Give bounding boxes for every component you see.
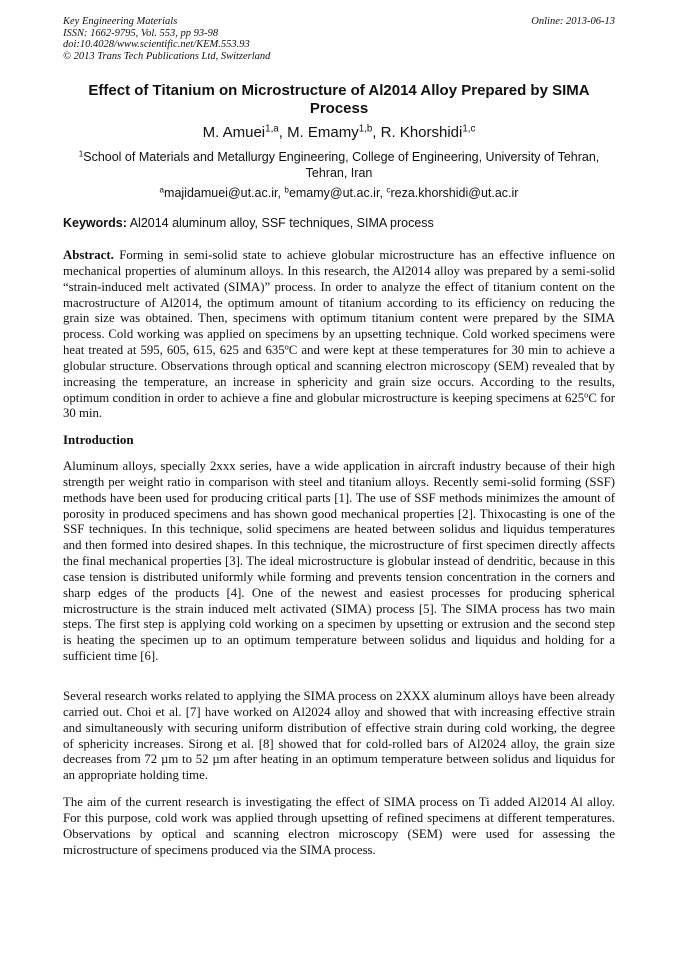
section-heading-introduction: Introduction bbox=[63, 432, 134, 447]
online-date: Online: 2013-06-13 bbox=[531, 16, 615, 27]
copyright-line: © 2013 Trans Tech Publications Ltd, Switzerland bbox=[63, 50, 271, 62]
author-affiliation-mark: 1,a bbox=[265, 123, 279, 135]
doi-line: doi:10.4028/www.scientific.net/KEM.553.93 bbox=[63, 39, 250, 51]
keywords bbox=[63, 215, 615, 231]
author-affiliation-mark: 1,c bbox=[462, 123, 476, 135]
abstract-label: Abstract. bbox=[63, 248, 114, 262]
author-name: R. Khorshidi bbox=[380, 124, 463, 141]
degree-mark: o bbox=[584, 390, 589, 400]
degree-mark: o bbox=[284, 342, 289, 352]
email-address[interactable]: emamy@ut.ac.ir bbox=[288, 186, 380, 200]
affiliation-text: School of Materials and Metallurgy Engineering, College of Engineering, University of Tehran, Tehran, Iran bbox=[83, 150, 600, 180]
abstract-text: C for 30 min. bbox=[63, 390, 616, 421]
author-list: M. Amuei$^{1,a}$, M. Emamy$^{1,b}$, R. Khorshidi$^{1,c}$ bbox=[202, 123, 476, 141]
email-mark: c bbox=[386, 185, 391, 195]
affiliation-mark: 1 bbox=[78, 149, 84, 159]
author-affiliation-mark: 1,b bbox=[358, 123, 373, 135]
journal-header bbox=[63, 16, 615, 62]
issn-line: ISSN: 1662-9795, Vol. 553, pp 93-98 bbox=[63, 27, 219, 39]
email-address[interactable]: reza.khorshidi@ut.ac.ir bbox=[390, 186, 519, 200]
abstract bbox=[63, 248, 615, 422]
paper-title: Effect of Titanium on Microstructure of Al2014 Alloy Prepared by SIMA Process bbox=[88, 82, 590, 117]
intro-paragraph: Aluminum alloys, specially 2xxx series, have a wide application in aircraft industry because of their high strength per weight ratio in comparison with steel and titanium alloys. Recently semi-solid forming (SSF) methods have been used for producing critical parts [1]. The use of SSF methods minimizes the amount of porosity in produced specimens and has shown good mechanical properties [2]. Thixocasting is one of the SSF techniques. In this technique, solid specimens are heated between solidus and liquidus temperatures and then formed into desired shapes. In this technique, the microstructure of first specimen directly affects the final mechanical properties [3]. The ideal microstructure is globular instead of dendritic, because in this case tension is distributed uniformly while forming and prevents tension concentration in the corners and sharp edges of the products [4]. One of the newest and easiest processes for producing spherical microstructure is the strain induced melt activated (SIMA) process [5]. The SIMA process has two main steps. The first step is applying cold working on a specimen by upsetting or extrusion and the second step is heating the specimen up to an optimum temperature between solidus and liquidus and holding for a sufficient time [6]. bbox=[63, 459, 615, 664]
author-emails: $^a$majidamuei@ut.ac.ir, $^b$emamy@ut.ac.ir, $^c$reza.khorshidi@ut.ac.ir bbox=[159, 185, 519, 200]
author-name: M. Amuei bbox=[202, 124, 266, 141]
email-address[interactable]: majidamuei@ut.ac.ir bbox=[164, 186, 278, 200]
author-name: M. Emamy bbox=[287, 124, 359, 141]
journal-name: Key Engineering Materials bbox=[63, 16, 178, 27]
intro-paragraph: Several research works related to applying the SIMA process on 2XXX aluminum alloys have been already carried out. Choi et al. [7] have worked on Al2024 alloy and showed that with increasing effective strain and simultaneously with securing uniform distribution of effective strain during cold working, the degree of sphericity increases. Sirong et al. [8] showed that for cold-rolled bars of Al2024 alloy, the grain size decreases from 72 µm to 52 µm after heating in an optimum temperature between solidus and liquidus for an appropriate holding time. bbox=[63, 689, 615, 783]
keywords-text: Al2014 aluminum alloy, SSF techniques, SIMA process bbox=[129, 216, 434, 230]
keywords-label: Keywords: bbox=[63, 216, 127, 230]
intro-paragraph: The aim of the current research is investigating the effect of SIMA process on Ti added Al2014 Al alloy. For this purpose, cold work was applied through upsetting of refined specimens at different temperatures. Observations by optical and scanning electron microscopy (SEM) were used for assessing the microstructure of specimens produced via the SIMA process. bbox=[63, 795, 615, 857]
email-mark: a bbox=[159, 185, 165, 195]
abstract-text: C and were kept at these temperatures for 30 min to achieve a globular structure. Observations through optical and scanning electron microscopy (SEM) revealed that by increasing the temperature, an increase in sphericity and grain size occurs. According to the results, optimum condition in order to achieve a fine and globular microstructure is keeping specimens at 625 bbox=[63, 343, 615, 405]
abstract-text: Forming in semi-solid state to achieve globular microstructure has an effective influence on mechanical properties of aluminum alloys. In this research, the Al2014 alloy was prepared by a semi-solid “strain-induced melt activated (SIMA)” process. In order to analyze the effect of titanium content on the macrostructure of Al2014, the optimum amount of titanium according to its efficiency on reducing the grain size was obtained. Then, specimens with optimum titanium content were prepared by the SIMA process. Cold working was applied on specimens by an upsetting technique. Cold worked specimens were heat treated at 595, 605, 615, 625 and 635 bbox=[63, 248, 615, 358]
email-mark: b bbox=[284, 185, 289, 195]
affiliation bbox=[63, 149, 615, 181]
